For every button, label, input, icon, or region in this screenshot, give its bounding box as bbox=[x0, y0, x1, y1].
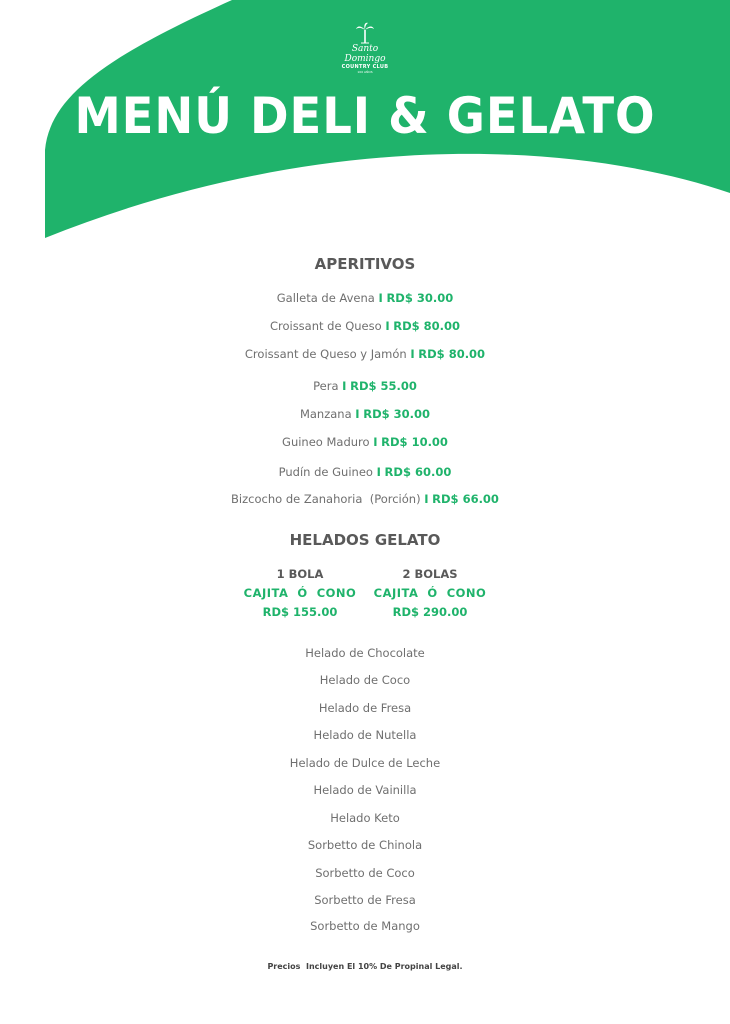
flavor-item: Helado de Chocolate bbox=[305, 646, 425, 660]
logo-script-name: Santo Domingo bbox=[344, 44, 386, 64]
section-heading-aperitivos: APERITIVOS bbox=[314, 255, 416, 273]
option-serving: CAJITA Ó CONO bbox=[243, 586, 357, 600]
menu-item: Guineo Maduro I RD$ 10.00 bbox=[282, 435, 448, 449]
menu-item: Pera I RD$ 55.00 bbox=[313, 379, 417, 393]
logo-tagline: 100 AÑOS bbox=[357, 70, 373, 74]
club-logo bbox=[330, 22, 400, 72]
flavor-item: Helado de Vainilla bbox=[313, 783, 417, 797]
palm-tree-icon bbox=[355, 22, 375, 44]
flavor-item: Helado de Dulce de Leche bbox=[289, 756, 441, 770]
menu-item: Bizcocho de Zanahoria (Porción) I RD$ 66.00 bbox=[231, 492, 499, 506]
menu-item: Manzana I RD$ 30.00 bbox=[299, 407, 431, 421]
flavor-item: Sorbetto de Coco bbox=[315, 866, 415, 880]
menu-item: Galleta de Avena I RD$ 30.00 bbox=[276, 291, 454, 305]
flavor-item: Helado de Nutella bbox=[313, 728, 417, 742]
menu-item: Pudín de Guineo I RD$ 60.00 bbox=[278, 465, 452, 479]
option-one-scoop bbox=[230, 565, 370, 622]
flavor-item: Sorbetto de Mango bbox=[310, 919, 420, 933]
option-two-scoops bbox=[360, 565, 500, 622]
logo-club-name: COUNTRY CLUB bbox=[341, 64, 389, 70]
section-heading-helados: HELADOS GELATO bbox=[289, 531, 441, 549]
menu-item: Croissant de Queso y Jamón I RD$ 80.00 bbox=[244, 347, 486, 361]
flavor-item: Helado de Fresa bbox=[318, 701, 412, 715]
flavor-item: Sorbetto de Fresa bbox=[314, 893, 416, 907]
option-price: RD$ 290.00 bbox=[392, 605, 468, 619]
flavor-item: Helado de Coco bbox=[319, 673, 411, 687]
flavor-item: Helado Keto bbox=[330, 811, 400, 825]
footer-note: Precios Incluyen El 10% De Propinal Legal. bbox=[267, 962, 463, 971]
option-size: 1 BOLA bbox=[276, 567, 324, 581]
page-title: MENÚ DELI & GELATO bbox=[74, 87, 656, 145]
option-price: RD$ 155.00 bbox=[262, 605, 338, 619]
menu-item: Croissant de Queso I RD$ 80.00 bbox=[269, 319, 461, 333]
option-size: 2 BOLAS bbox=[402, 567, 458, 581]
flavor-item: Sorbetto de Chinola bbox=[307, 838, 423, 852]
option-serving: CAJITA Ó CONO bbox=[373, 586, 487, 600]
